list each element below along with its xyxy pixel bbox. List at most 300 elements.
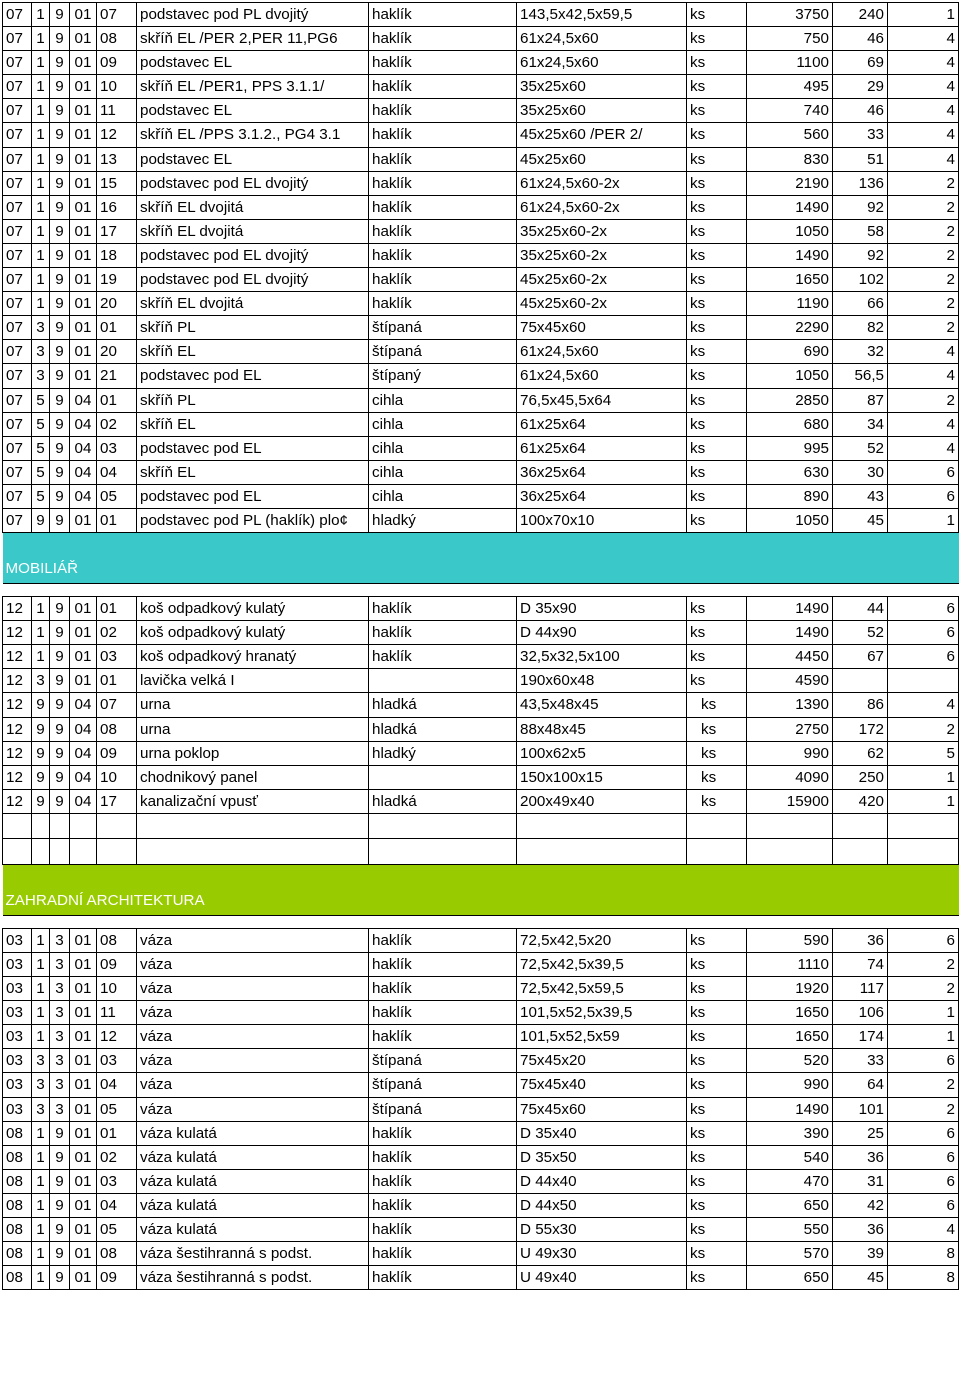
cell-sub: 01 — [70, 1242, 97, 1266]
cell-price: 630 — [747, 460, 833, 484]
cell-code: 05 — [97, 1218, 137, 1242]
cell-price: 4090 — [747, 765, 833, 789]
cell-mat: 9 — [50, 1193, 70, 1217]
cell-type: 1 — [32, 1169, 50, 1193]
cell-name: váza — [137, 1073, 369, 1097]
cell-dims: 72,5x42,5x20 — [517, 928, 687, 952]
cell-name: podstavec pod EL dvojitý — [137, 243, 369, 267]
cell-price: 650 — [747, 1193, 833, 1217]
cell-dims: 45x25x60-2x — [517, 268, 687, 292]
cell-group: 08 — [3, 1169, 32, 1193]
cell-dims: D 55x30 — [517, 1218, 687, 1242]
table-row — [3, 1001, 959, 1025]
cell-group: 07 — [3, 219, 32, 243]
cell-mat: 9 — [50, 171, 70, 195]
cell-mat: 9 — [50, 1242, 70, 1266]
cell-dims: 190x60x48 — [517, 669, 687, 693]
table-row — [3, 717, 959, 741]
cell-finish: hladký — [369, 508, 517, 532]
cell-mat: 9 — [50, 219, 70, 243]
cell-code: 09 — [97, 741, 137, 765]
cell-dims: 35x25x60-2x — [517, 219, 687, 243]
cell-code: 20 — [97, 292, 137, 316]
cell-sub: 01 — [70, 1097, 97, 1121]
table-row — [3, 340, 959, 364]
cell-qty: 2 — [888, 171, 959, 195]
cell-dims: 35x25x60-2x — [517, 243, 687, 267]
cell-qty: 2 — [888, 717, 959, 741]
cell-sub: 01 — [70, 268, 97, 292]
cell-price: 550 — [747, 1218, 833, 1242]
table-row — [3, 508, 959, 532]
cell-sub: 01 — [70, 977, 97, 1001]
cell-price: 1650 — [747, 1001, 833, 1025]
cell-type: 1 — [32, 147, 50, 171]
cell-finish: hladká — [369, 693, 517, 717]
cell-name: koš odpadkový kulatý — [137, 597, 369, 621]
cell-group: 07 — [3, 195, 32, 219]
cell-group: 07 — [3, 123, 32, 147]
cell-unit: ks — [687, 364, 747, 388]
cell-code: 09 — [97, 1266, 137, 1290]
cell-weight: 25 — [833, 1121, 888, 1145]
cell-name: váza — [137, 1001, 369, 1025]
cell-qty: 4 — [888, 51, 959, 75]
cell-price: 1490 — [747, 195, 833, 219]
cell-unit: ks — [687, 693, 747, 717]
cell-weight: 69 — [833, 51, 888, 75]
cell-code: 13 — [97, 147, 137, 171]
cell-type: 3 — [32, 1049, 50, 1073]
cell-name: váza kulatá — [137, 1218, 369, 1242]
cell-qty: 2 — [888, 292, 959, 316]
cell-unit: ks — [687, 789, 747, 813]
cell-price: 1490 — [747, 1097, 833, 1121]
cell-group: 12 — [3, 645, 32, 669]
cell-code: 12 — [97, 123, 137, 147]
table-row — [3, 789, 959, 813]
cell-type: 9 — [32, 741, 50, 765]
cell-dims: 36x25x64 — [517, 484, 687, 508]
cell-dims: 61x24,5x60 — [517, 27, 687, 51]
cell-group: 08 — [3, 1218, 32, 1242]
table-row — [3, 1218, 959, 1242]
cell-price: 4590 — [747, 669, 833, 693]
cell-sub: 01 — [70, 1169, 97, 1193]
cell-qty: 1 — [888, 508, 959, 532]
cell-type: 3 — [32, 669, 50, 693]
cell-unit: ks — [687, 1242, 747, 1266]
cell-code: 15 — [97, 171, 137, 195]
cell-dims: D 44x40 — [517, 1169, 687, 1193]
cell-type: 9 — [32, 693, 50, 717]
cell-name: kanalizační vpusť — [137, 789, 369, 813]
cell-code: 11 — [97, 99, 137, 123]
cell-dims: U 49x30 — [517, 1242, 687, 1266]
cell-sub: 04 — [70, 789, 97, 813]
cell-code: 01 — [97, 388, 137, 412]
cell-sub: 01 — [70, 75, 97, 99]
cell-mat: 9 — [50, 412, 70, 436]
cell-sub: 01 — [70, 621, 97, 645]
cell-finish: haklík — [369, 1145, 517, 1169]
cell-finish: haklík — [369, 292, 517, 316]
cell-mat: 9 — [50, 597, 70, 621]
cell-price: 1110 — [747, 953, 833, 977]
cell-qty: 6 — [888, 1169, 959, 1193]
cell-code: 03 — [97, 1169, 137, 1193]
cell-mat: 3 — [50, 1049, 70, 1073]
table-row — [3, 645, 959, 669]
section-mobiliar — [3, 533, 959, 597]
table-row — [3, 147, 959, 171]
cell-unit: ks — [687, 75, 747, 99]
cell-sub: 04 — [70, 765, 97, 789]
cell-name: koš odpadkový kulatý — [137, 621, 369, 645]
cell-mat: 9 — [50, 388, 70, 412]
cell-group: 07 — [3, 99, 32, 123]
cell-weight: 74 — [833, 953, 888, 977]
cell-code: 17 — [97, 219, 137, 243]
cell-dims: D 35x90 — [517, 597, 687, 621]
section-empty-rows — [3, 813, 959, 928]
cell-weight: 92 — [833, 243, 888, 267]
cell-price: 990 — [747, 741, 833, 765]
cell-unit: ks — [687, 316, 747, 340]
cell-mat: 9 — [50, 460, 70, 484]
cell-weight: 174 — [833, 1025, 888, 1049]
cell-name: váza — [137, 977, 369, 1001]
cell-unit: ks — [687, 388, 747, 412]
cell-finish: haklík — [369, 1169, 517, 1193]
cell-type: 1 — [32, 1218, 50, 1242]
cell-dims: 76,5x45,5x64 — [517, 388, 687, 412]
cell-group: 03 — [3, 1049, 32, 1073]
cell-group: 07 — [3, 388, 32, 412]
cell-finish: cihla — [369, 436, 517, 460]
cell-price: 1390 — [747, 693, 833, 717]
cell-type: 1 — [32, 171, 50, 195]
cell-qty: 4 — [888, 27, 959, 51]
cell-code: 04 — [97, 460, 137, 484]
cell-group: 07 — [3, 316, 32, 340]
cell-weight: 62 — [833, 741, 888, 765]
cell-weight — [833, 669, 888, 693]
cell-unit: ks — [687, 953, 747, 977]
cell-sub: 01 — [70, 645, 97, 669]
cell-weight: 43 — [833, 484, 888, 508]
table-row — [3, 3, 959, 27]
cell-qty: 6 — [888, 1145, 959, 1169]
cell-sub: 01 — [70, 3, 97, 27]
cell-price: 1050 — [747, 508, 833, 532]
cell-sub: 04 — [70, 717, 97, 741]
cell-mat: 9 — [50, 292, 70, 316]
cell-qty: 2 — [888, 316, 959, 340]
cell-price: 1650 — [747, 1025, 833, 1049]
cell-qty: 2 — [888, 243, 959, 267]
cell-group: 08 — [3, 1266, 32, 1290]
cell-sub: 01 — [70, 340, 97, 364]
cell-mat: 9 — [50, 1169, 70, 1193]
cell-code: 08 — [97, 1242, 137, 1266]
cell-sub: 01 — [70, 1266, 97, 1290]
cell-name: podstavec EL — [137, 99, 369, 123]
cell-dims: 45x25x60 — [517, 147, 687, 171]
cell-unit: ks — [687, 621, 747, 645]
cell-code: 09 — [97, 51, 137, 75]
cell-unit: ks — [687, 717, 747, 741]
cell-price: 1490 — [747, 621, 833, 645]
cell-mat: 9 — [50, 3, 70, 27]
cell-qty — [888, 669, 959, 693]
cell-sub: 04 — [70, 693, 97, 717]
empty-row — [3, 813, 959, 839]
cell-type: 3 — [32, 1097, 50, 1121]
cell-weight: 29 — [833, 75, 888, 99]
cell-sub: 01 — [70, 1049, 97, 1073]
cell-qty: 2 — [888, 1073, 959, 1097]
section-zahradni-rows — [3, 928, 959, 1289]
cell-mat: 9 — [50, 1121, 70, 1145]
cell-dims: 101,5x52,5x59 — [517, 1025, 687, 1049]
table-row — [3, 621, 959, 645]
cell-dims: U 49x40 — [517, 1266, 687, 1290]
cell-weight: 66 — [833, 292, 888, 316]
cell-price: 15900 — [747, 789, 833, 813]
cell-name: urna — [137, 717, 369, 741]
table-row — [3, 171, 959, 195]
cell-mat: 9 — [50, 1266, 70, 1290]
cell-weight: 52 — [833, 621, 888, 645]
cell-weight: 33 — [833, 123, 888, 147]
cell-mat: 9 — [50, 693, 70, 717]
cell-price: 890 — [747, 484, 833, 508]
cell-sub: 01 — [70, 51, 97, 75]
empty-row — [3, 839, 959, 865]
cell-type: 9 — [32, 789, 50, 813]
cell-dims: 72,5x42,5x59,5 — [517, 977, 687, 1001]
cell-unit: ks — [687, 928, 747, 952]
cell-name: podstavec pod EL dvojitý — [137, 268, 369, 292]
cell-unit: ks — [687, 3, 747, 27]
cell-type: 9 — [32, 508, 50, 532]
cell-name: skříň EL — [137, 412, 369, 436]
cell-code: 02 — [97, 621, 137, 645]
cell-qty: 1 — [888, 1025, 959, 1049]
cell-group: 08 — [3, 1193, 32, 1217]
cell-type: 1 — [32, 1193, 50, 1217]
cell-mat: 9 — [50, 195, 70, 219]
cell-sub: 01 — [70, 243, 97, 267]
cell-name: koš odpadkový hranatý — [137, 645, 369, 669]
cell-sub: 01 — [70, 219, 97, 243]
cell-unit: ks — [687, 243, 747, 267]
table-row — [3, 765, 959, 789]
cell-name: skříň EL dvojitá — [137, 292, 369, 316]
cell-group: 12 — [3, 693, 32, 717]
cell-unit: ks — [687, 1193, 747, 1217]
cell-mat: 9 — [50, 741, 70, 765]
cell-code: 12 — [97, 1025, 137, 1049]
cell-group: 07 — [3, 147, 32, 171]
cell-code: 08 — [97, 928, 137, 952]
section-title-zahradni: ZAHRADNÍ ARCHITEKTURA — [3, 864, 959, 915]
cell-unit: ks — [687, 268, 747, 292]
cell-finish: haklík — [369, 171, 517, 195]
cell-type: 1 — [32, 1242, 50, 1266]
cell-weight: 250 — [833, 765, 888, 789]
cell-price: 4450 — [747, 645, 833, 669]
table-row — [3, 1193, 959, 1217]
cell-price: 495 — [747, 75, 833, 99]
cell-qty: 6 — [888, 460, 959, 484]
cell-type: 1 — [32, 99, 50, 123]
cell-unit: ks — [687, 1145, 747, 1169]
table-row — [3, 1049, 959, 1073]
cell-mat: 9 — [50, 1218, 70, 1242]
cell-weight: 64 — [833, 1073, 888, 1097]
cell-mat: 3 — [50, 1073, 70, 1097]
cell-weight: 36 — [833, 1218, 888, 1242]
cell-unit: ks — [687, 412, 747, 436]
cell-type: 1 — [32, 292, 50, 316]
cell-price: 520 — [747, 1049, 833, 1073]
cell-unit: ks — [687, 460, 747, 484]
cell-finish: haklík — [369, 1025, 517, 1049]
cell-mat: 9 — [50, 669, 70, 693]
cell-dims: 143,5x42,5x59,5 — [517, 3, 687, 27]
table-row — [3, 597, 959, 621]
cell-finish: haklík — [369, 1193, 517, 1217]
cell-group: 03 — [3, 1001, 32, 1025]
cell-name: váza kulatá — [137, 1169, 369, 1193]
cell-sub: 01 — [70, 928, 97, 952]
cell-dims: 75x45x60 — [517, 1097, 687, 1121]
cell-dims: 32,5x32,5x100 — [517, 645, 687, 669]
cell-group: 03 — [3, 977, 32, 1001]
cell-price: 540 — [747, 1145, 833, 1169]
cell-type: 9 — [32, 765, 50, 789]
cell-dims: 61x24,5x60 — [517, 340, 687, 364]
cell-weight: 136 — [833, 171, 888, 195]
cell-type: 1 — [32, 1121, 50, 1145]
cell-type: 9 — [32, 717, 50, 741]
cell-type: 1 — [32, 953, 50, 977]
cell-finish: haklík — [369, 268, 517, 292]
cell-finish: štípaná — [369, 1073, 517, 1097]
cell-sub: 04 — [70, 436, 97, 460]
cell-finish: haklík — [369, 3, 517, 27]
cell-group: 12 — [3, 741, 32, 765]
cell-sub: 01 — [70, 292, 97, 316]
cell-code: 01 — [97, 669, 137, 693]
cell-name: skříň EL dvojitá — [137, 195, 369, 219]
cell-name: podstavec pod EL — [137, 484, 369, 508]
cell-weight: 92 — [833, 195, 888, 219]
cell-unit: ks — [687, 99, 747, 123]
cell-group: 12 — [3, 597, 32, 621]
cell-code: 16 — [97, 195, 137, 219]
cell-qty: 6 — [888, 1193, 959, 1217]
cell-sub: 04 — [70, 412, 97, 436]
cell-sub: 01 — [70, 123, 97, 147]
cell-code: 03 — [97, 436, 137, 460]
cell-weight: 45 — [833, 1266, 888, 1290]
cell-type: 1 — [32, 123, 50, 147]
cell-dims: 100x62x5 — [517, 741, 687, 765]
cell-finish: cihla — [369, 388, 517, 412]
cell-unit: ks — [687, 669, 747, 693]
cell-code: 08 — [97, 717, 137, 741]
cell-group: 07 — [3, 460, 32, 484]
cell-group: 12 — [3, 621, 32, 645]
cell-type: 5 — [32, 412, 50, 436]
cell-unit: ks — [687, 27, 747, 51]
cell-sub: 01 — [70, 364, 97, 388]
cell-name: skříň EL — [137, 460, 369, 484]
table-row — [3, 316, 959, 340]
section-mobiliar-rows — [3, 597, 959, 814]
cell-price: 570 — [747, 1242, 833, 1266]
cell-finish: cihla — [369, 412, 517, 436]
cell-qty: 4 — [888, 99, 959, 123]
cell-group: 03 — [3, 928, 32, 952]
cell-dims: 61x24,5x60 — [517, 364, 687, 388]
cell-mat: 9 — [50, 508, 70, 532]
cell-mat: 9 — [50, 789, 70, 813]
cell-unit: ks — [687, 1121, 747, 1145]
table-row — [3, 27, 959, 51]
cell-group: 12 — [3, 669, 32, 693]
table-row — [3, 741, 959, 765]
cell-finish — [369, 765, 517, 789]
cell-sub: 01 — [70, 1001, 97, 1025]
cell-sub: 01 — [70, 147, 97, 171]
cell-qty: 4 — [888, 340, 959, 364]
cell-unit: ks — [687, 508, 747, 532]
cell-weight: 102 — [833, 268, 888, 292]
cell-qty: 2 — [888, 268, 959, 292]
cell-group: 07 — [3, 75, 32, 99]
cell-type: 3 — [32, 316, 50, 340]
cell-qty: 4 — [888, 123, 959, 147]
cell-unit: ks — [687, 219, 747, 243]
cell-type: 1 — [32, 219, 50, 243]
cell-finish: cihla — [369, 484, 517, 508]
cell-type: 3 — [32, 1073, 50, 1097]
cell-price: 990 — [747, 1073, 833, 1097]
cell-sub: 01 — [70, 1121, 97, 1145]
cell-group: 08 — [3, 1242, 32, 1266]
cell-name: skříň PL — [137, 388, 369, 412]
cell-type: 1 — [32, 928, 50, 952]
cell-code: 21 — [97, 364, 137, 388]
cell-weight: 45 — [833, 508, 888, 532]
cell-unit: ks — [687, 741, 747, 765]
cell-sub: 04 — [70, 460, 97, 484]
cell-code: 07 — [97, 3, 137, 27]
cell-price: 740 — [747, 99, 833, 123]
cell-qty: 1 — [888, 789, 959, 813]
cell-unit: ks — [687, 765, 747, 789]
cell-group: 12 — [3, 789, 32, 813]
cell-price: 1050 — [747, 364, 833, 388]
cell-price: 2850 — [747, 388, 833, 412]
cell-mat: 9 — [50, 484, 70, 508]
table-row — [3, 195, 959, 219]
cell-name: váza — [137, 953, 369, 977]
